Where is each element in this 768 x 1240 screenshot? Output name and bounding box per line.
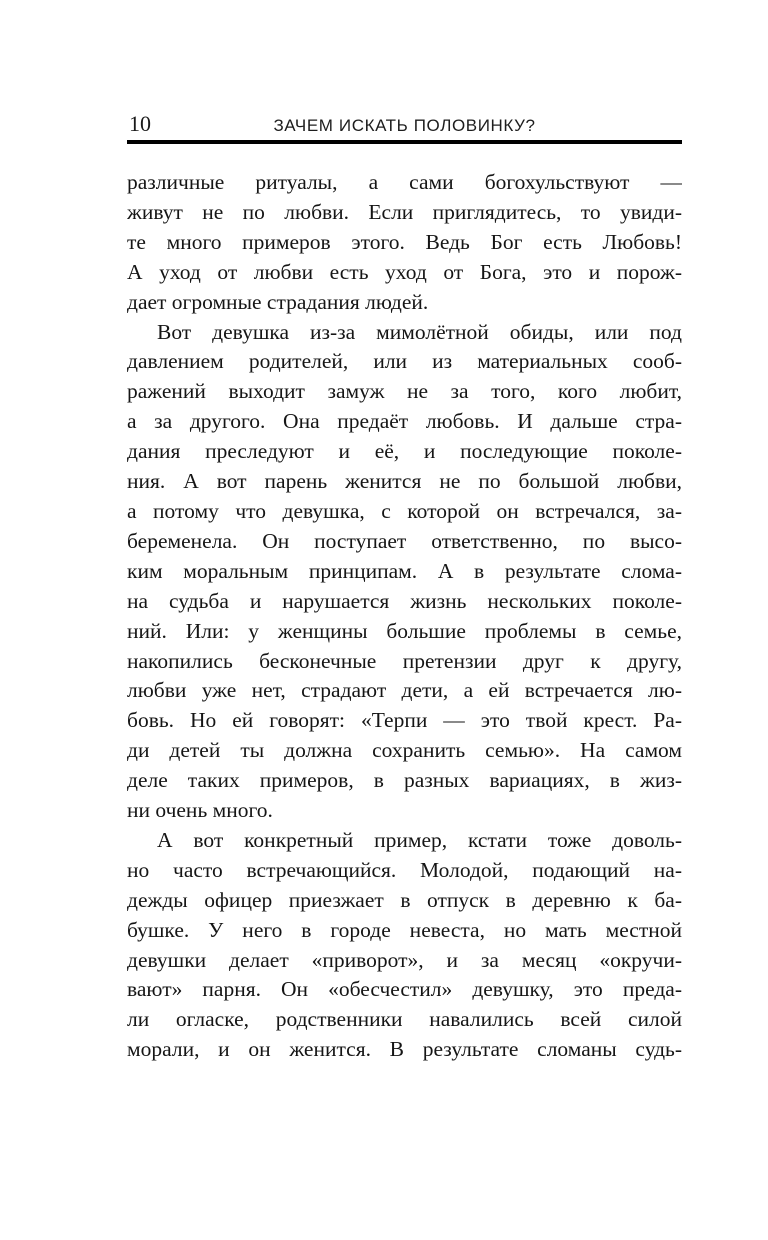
text-line: а потому что девушка, с которой он встречался, за- [127,498,682,523]
text-line: различные ритуалы, а сами богохульствуют — [127,170,682,194]
paragraph [127,318,682,826]
text-line: вают» парня. Он «обесчестил» девушку, это преда- [127,977,682,1002]
text-line: на судьба и нарушается жизнь нескольких поколе- [127,588,682,613]
text-line: бовь. Но ей говорят: «Терпи — это твой крест. Ра- [127,708,682,733]
text-line: а за другого. Она предаёт любовь. И дальше стра- [127,409,682,434]
text-line: дает огромные страдания людей. [127,289,429,314]
text-line: дежды офицер приезжает в отпуск в деревню к ба- [127,887,682,912]
text-line: бушке. У него в городе невеста, но мать местной [127,917,682,942]
paragraph [127,168,682,318]
text-line: живут не по любви. Если приглядитесь, то увиди- [127,199,682,224]
text-line: но часто встречающийся. Молодой, подающий на- [127,857,682,882]
header-rule [127,140,682,144]
body-text [127,168,682,1065]
text-line: ким моральным принципам. А в результате слома- [127,558,682,583]
running-header-title: ЗАЧЕМ ИСКАТЬ ПОЛОВИНКУ? [273,116,536,135]
text-line: накопились бесконечные претензии друг к другу, [127,648,682,673]
text-line: ний. Или: у женщины большие проблемы в семье, [127,618,682,643]
text-line: ди детей ты должна сохранить семью». На самом [127,738,682,763]
text-line: девушки делает «приворот», и за месяц «окручи- [127,947,682,972]
text-line: ни очень много. [127,798,273,823]
text-line: любви уже нет, страдают дети, а ей встречается лю- [127,678,682,703]
page-number: 10 [129,111,151,136]
page-header [127,111,682,141]
text-line: давлением родителей, или из материальных сооб- [127,349,682,374]
text-line: ли огласке, родственники навалились всей силой [127,1007,682,1032]
text-line: те много примеров этого. Ведь Бог есть Любовь! [127,229,682,254]
paragraph [127,826,682,1065]
text-line: беременела. Он поступает ответственно, по высо- [127,528,682,553]
text-line: Вот девушка из-за мимолётной обиды, или под [157,319,682,344]
text-line: морали, и он женится. В результате сломаны судь- [127,1037,682,1062]
text-line: дания преследуют и её, и последующие поколе- [127,439,682,464]
text-line: ния. А вот парень женится не по большой любви, [127,469,682,494]
text-line: А вот конкретный пример, кстати тоже доволь- [157,827,682,852]
text-line: ражений выходит замуж не за того, кого любит, [127,379,682,404]
text-line: деле таких примеров, в разных вариациях, в жиз- [127,768,682,793]
text-line: А уход от любви есть уход от Бога, это и порож- [127,259,682,284]
